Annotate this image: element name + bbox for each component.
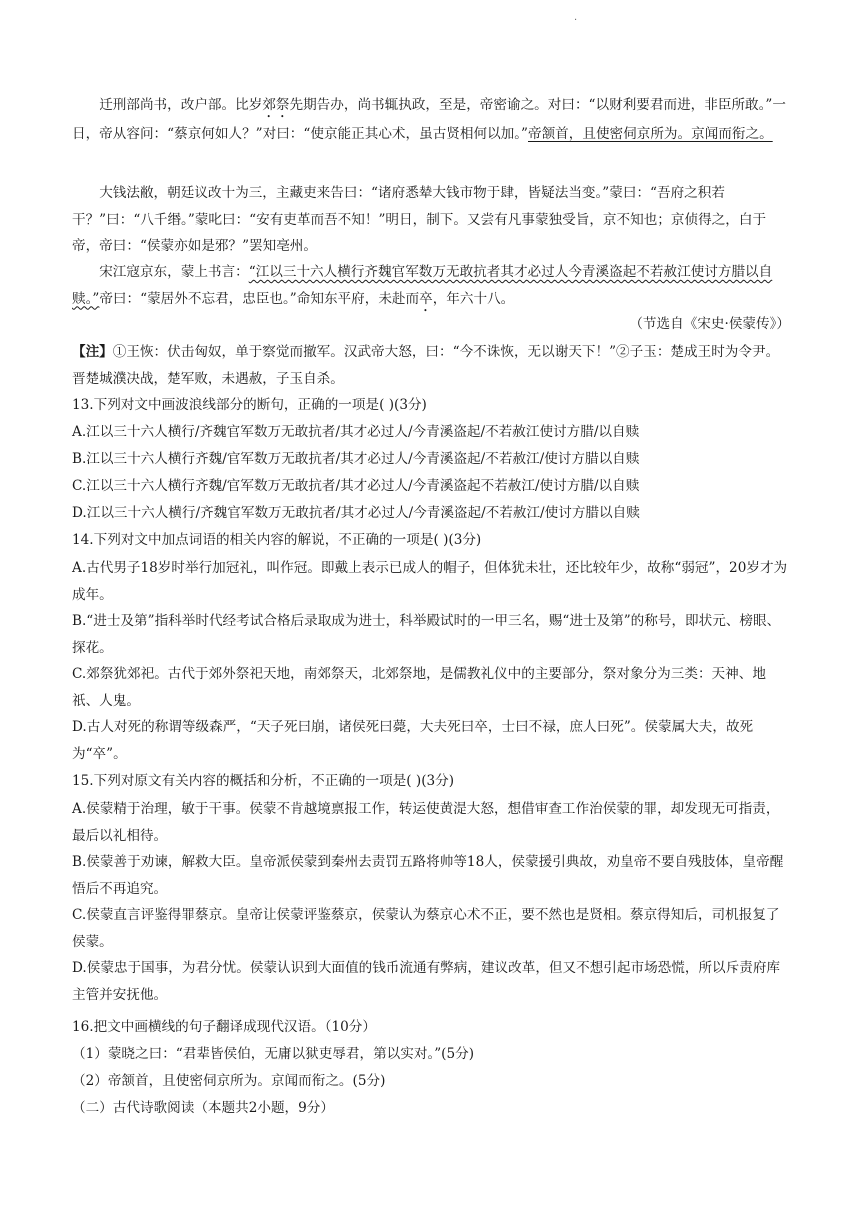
q15-option-d: D.侯蒙忠于国事，为君分忧。侯蒙认识到大面值的钱币流通有弊病，建议改革，但又不想引起市场恐慌，所以斥责府库主管并安抚他。 [72,960,781,1003]
q16-stem: 16.把文中画横线的句子翻译成现代汉语。（10分） [72,1019,376,1035]
q15-option-a: A.侯蒙精于治理，敏于干事。侯蒙不肯越境禀报工作，转运使黄湜大怒，想借审查工作治侯蒙的罪，却发现无可指责，最后以礼相待。 [72,801,780,844]
note-text: ①王恢：伏击匈奴，单于察觉而撤军。汉武帝大怒，曰：“今不诛恢，无以谢天下！”②子玉：楚成王时为令尹。晋楚城濮决战，楚军败，未遇赦，子玉自杀。 [72,344,780,387]
header-mark: . [574,12,578,23]
note [72,339,792,392]
q13-option-c: C.江以三十六人横行齐魏/官军数万无敢抗者/其才必过人/今青溪盗起不若赦江/使讨方腊/以自赎 [72,478,640,494]
q15-stem: 15.下列对原文有关内容的概括和分析，不正确的一项是( )(3分) [72,773,455,789]
underlined-sentence: 帝颔首，且使密伺京所为。京闻而衔之。 [528,126,773,142]
dotted-word: 卒 [419,290,433,307]
q14-stem: 14.下列对文中加点词语的相关内容的解说，不正确的一项是( )(3分) [72,532,482,548]
q13-option-d: D.江以三十六人横行/齐魏官军数万无敢抗者/其才必过人/今青溪盗起/不若赦江/使讨方腊以自赎 [72,505,640,521]
passage-paragraph-2: 大钱法敝，朝廷议改十为三，主藏吏来告曰：“诸府悉辇大钱市物于肆，皆疑法当变。”蒙曰：“吾府之积若干？”曰：“八千缗。”蒙叱曰：“安有吏革而吾不知！”明日，制下。又尝有凡事蒙独受旨，京不知也；京侦得之，白于帝，帝曰：“侯蒙亦如是邪？”罢知亳州。 [72,185,767,254]
q13-option-a: A.江以三十六人横行/齐魏官军数万无敢抗者/其才必过人/今青溪盗起/不若赦江使讨方腊/以自赎 [72,424,640,440]
passage-text: 帝曰：“蒙居外不忘君，忠臣也。”命知东平府，未赴而 [99,290,420,307]
passage-text: 先期告办，尚书辄执政，至是，帝密谕之。对曰：“以财利要君而进，非臣所敢。”一日，帝从容问：“蔡京何如人？”对曰：“使京能正其心术，虽古贤相何以加。” [72,97,786,142]
note-label: 【注】 [72,344,113,360]
passage-paragraph-3 [72,259,792,315]
q16-sentence-1: （1）蒙晓之曰：“君辈皆侯伯，无庸以狱吏辱君，第以实对。”(5分) [72,1046,475,1062]
q14-option-b: B.“进士及第”指科举时代经考试合格后录取成为进士，科举殿试时的一甲三名，赐“进士及第”的称号，即状元、榜眼、探花。 [72,613,781,656]
passage-text: ，年六十八。 [432,290,515,307]
q13-option-b: B.江以三十六人横行齐魏/官军数万无敢抗者/其才必过人/今青溪盗起/不若赦江/使讨方腊以自赎 [72,451,640,467]
q15-option-b: B.侯蒙善于劝谏，解救大臣。皇帝派侯蒙到秦州去责罚五路将帅等18人，侯蒙援引典故，劝皇帝不要自残肢体，皇帝醒悟后不再追究。 [72,854,784,897]
q14-option-a: A.古代男子18岁时举行加冠礼，叫作冠。即戴上表示已成人的帽子，但体犹未壮，还比较年少，故称“弱冠”，20岁才为成年。 [72,560,788,603]
passage-source: （节选自《宋史·侯蒙传》） [629,316,790,332]
q14-option-c: C.郊祭犹郊祀。古代于郊外祭祀天地，南郊祭天，北郊祭地，是儒教礼仪中的主要部分，祭对象分为三类：天神、地祇、人鬼。 [72,666,766,709]
dotted-word: 郊祭 [262,97,290,113]
wavy-underlined-sentence: “江以三十六人横行齐魏官军数万无敢抗者其才必过人今青溪盗起不若赦江使讨方腊以自赎。” [72,264,773,307]
passage-paragraph-1 [72,92,792,148]
q16-sentence-2: （2）帝颔首，且使密伺京所为。京闻而衔之。(5分) [72,1073,386,1089]
section-heading-poetry: （二）古代诗歌阅读（本题共2小题，9分） [72,1100,334,1116]
q15-option-c: C.侯蒙直言评鉴得罪蔡京。皇帝让侯蒙评鉴蔡京，侯蒙认为蔡京心术不正，要不然也是贤相。蔡京得知后，司机报复了侯蒙。 [72,907,780,950]
q14-option-d: D.古人对死的称谓等级森严，“天子死曰崩，诸侯死曰薨，大夫死曰卒，士曰不禄，庶人曰死”。侯蒙属大夫，故死为“卒”。 [72,719,754,762]
passage-text: 迁刑部尚书，改户部。比岁 [99,97,263,113]
passage-text: 宋江寇京东，蒙上书言： [99,264,249,280]
q13-stem: 13.下列对文中画波浪线部分的断句，正确的一项是( )(3分) [72,397,427,413]
